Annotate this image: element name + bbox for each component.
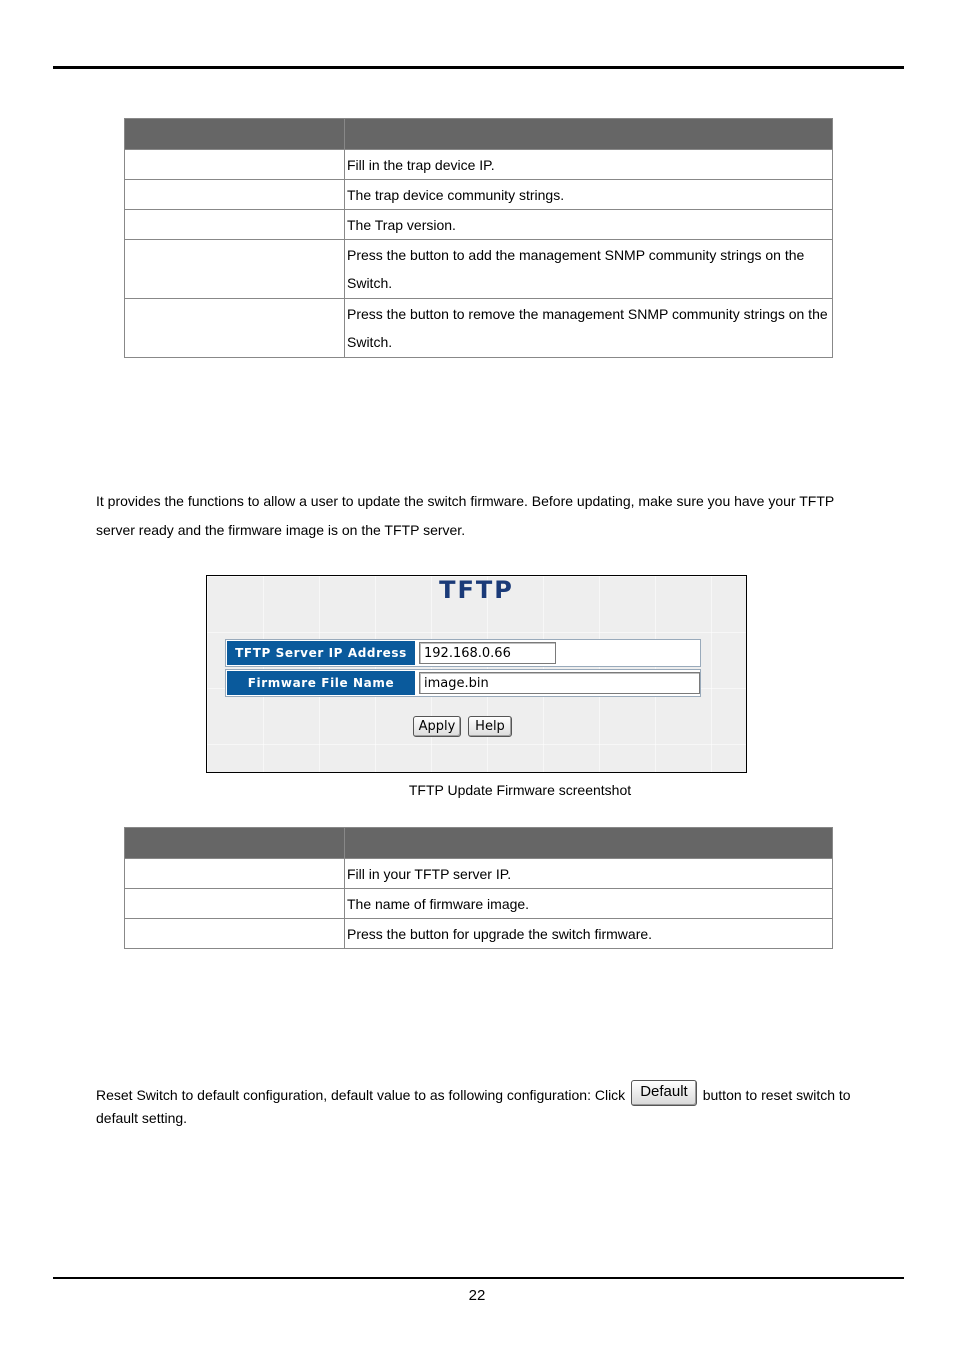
table-row [125, 240, 833, 299]
tftp-intro-paragraph: It provides the functions to allow a user to update the switch firmware. Before updating, make sure you have your TFTP server ready and the firmware image is on the TFTP server. [96, 493, 834, 538]
object-cell [125, 150, 345, 180]
column-header-object [125, 828, 345, 859]
table-row [125, 210, 833, 240]
table-row [125, 180, 833, 210]
column-header-description [345, 119, 833, 150]
description-cell: Press the button to add the management SNMP community strings on the Switch. [345, 240, 833, 299]
object-cell [125, 240, 345, 299]
description-cell: Press the button to remove the management SNMP community strings on the Switch. [345, 299, 833, 358]
footer-rule [53, 1277, 904, 1279]
object-cell [125, 859, 345, 889]
tftp-screenshot-panel [206, 575, 747, 773]
description-cell: The trap device community strings. [345, 180, 833, 210]
column-header-description [345, 828, 833, 859]
firmware-file-row [225, 669, 701, 697]
page-number: 22 [468, 1287, 486, 1304]
description-cell: Fill in the trap device IP. [345, 150, 833, 180]
object-cell [125, 180, 345, 210]
server-ip-row [225, 639, 701, 667]
table-row [125, 150, 833, 180]
table-header-row [125, 119, 833, 150]
figure-caption: TFTP Update Firmware screentshot [408, 782, 632, 798]
object-cell [125, 889, 345, 919]
description-cell: Press the button for upgrade the switch firmware. [345, 919, 833, 949]
table-header-row [125, 828, 833, 859]
object-cell [125, 210, 345, 240]
tftp-description-table [124, 827, 833, 949]
firmware-file-input[interactable] [419, 672, 700, 694]
apply-button[interactable]: Apply [413, 716, 461, 737]
server-ip-input[interactable] [419, 642, 556, 664]
help-button[interactable]: Help [468, 716, 512, 737]
table-row [125, 859, 833, 889]
default-button[interactable]: Default [631, 1080, 697, 1106]
tftp-title: TFTP [439, 576, 514, 604]
header-rule [53, 66, 904, 69]
object-cell [125, 299, 345, 358]
column-header-object [125, 119, 345, 150]
default-reset-paragraph [96, 1084, 866, 1130]
firmware-file-label: Firmware File Name [227, 671, 415, 695]
table-row [125, 919, 833, 949]
server-ip-label: TFTP Server IP Address [227, 641, 415, 665]
default-text-before: Reset Switch to default configuration, default value to as following configuration: Click [96, 1087, 626, 1103]
table-row [125, 299, 833, 358]
table-row [125, 889, 833, 919]
description-cell: The name of firmware image. [345, 889, 833, 919]
default-text-after: button to reset switch to default setting. [96, 1087, 851, 1126]
description-cell: The Trap version. [345, 210, 833, 240]
snmp-trap-description-table [124, 118, 833, 358]
object-cell [125, 919, 345, 949]
description-cell: Fill in your TFTP server IP. [345, 859, 833, 889]
